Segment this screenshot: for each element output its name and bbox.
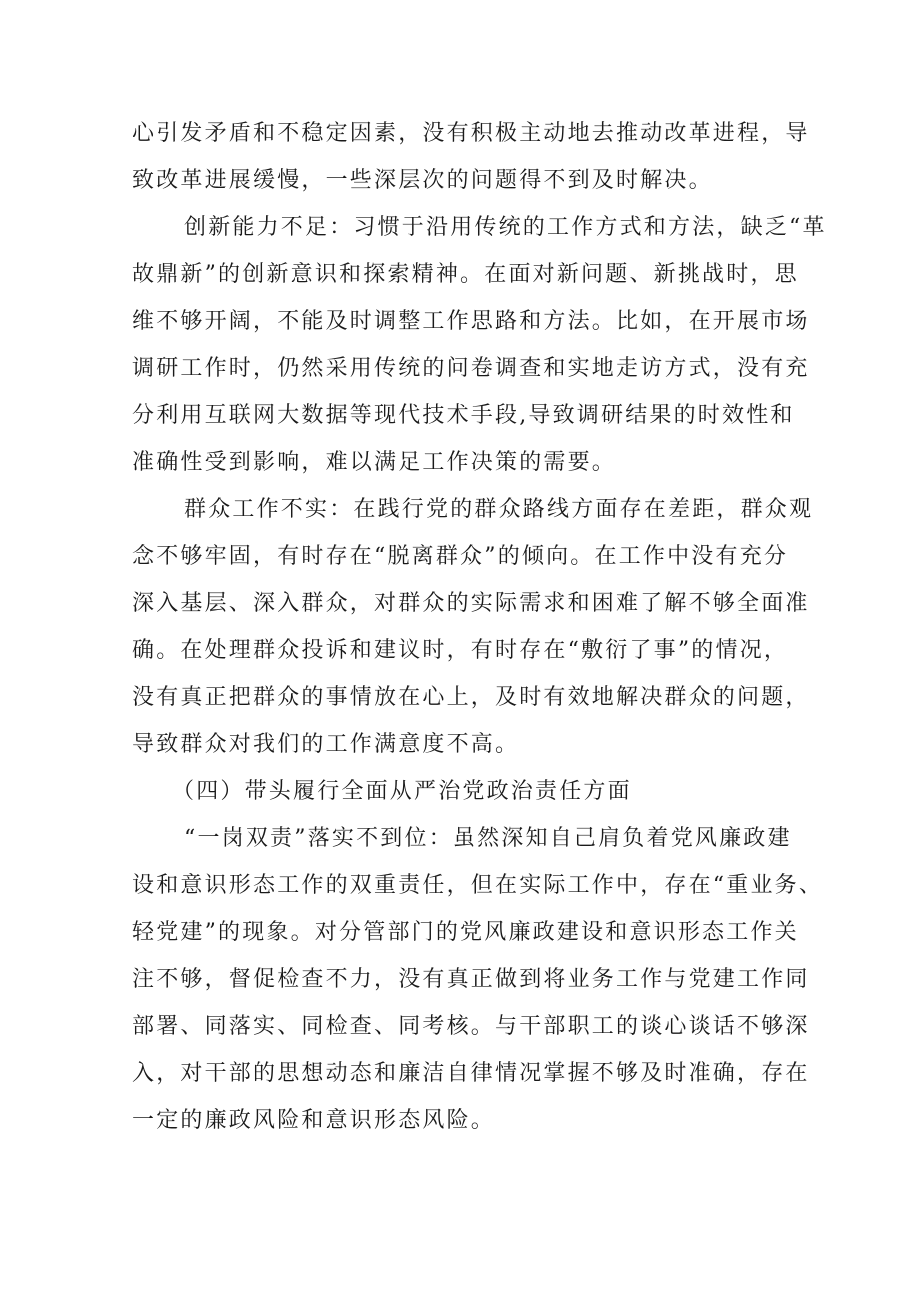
paragraph-innovation-start: 创新能力不足：习惯于沿用传统的工作方式和方法，缺乏“革 [184,215,827,240]
text-line: 入，对干部的思想动态和廉洁自律情况掌握不够及时准确，存在 [132,1061,810,1086]
text-line: 导致群众对我们的工作满意度不高。 [132,732,520,757]
text-line: 确。在处理群众投诉和建议时，有时存在“敷衍了事”的情况， [132,638,789,663]
paragraph-responsibility-start: “一岗双责”落实不到位：虽然深知自己肩负着党风廉政建 [184,826,792,851]
paragraph-mass-work-start: 群众工作不实：在践行党的群众路线方面存在差距，群众观 [184,497,814,522]
text-line: 部署、同落实、同检查、同考核。与干部职工的谈心谈话不够深 [132,1014,810,1039]
document-body [132,110,827,1144]
text-line: 设和意识形态工作的双重责任，但在实际工作中，存在“重业务、 [132,873,824,898]
text-line: 分利用互联网大数据等现代技术手段,导致调研结果的时效性和 [132,403,795,428]
text-line: 深入基层、深入群众，对群众的实际需求和困难了解不够全面准 [132,591,810,616]
text-line: 没有真正把群众的事情放在心上，及时有效地解决群众的问题， [132,685,810,710]
text-line: 调研工作时，仍然采用传统的问卷调查和实地走访方式，没有充 [132,356,810,381]
text-line: 故鼎新”的创新意识和探索精神。在面对新问题、新挑战时，思 [132,262,799,287]
text-line: 致改革进展缓慢，一些深层次的问题得不到及时解决。 [132,168,713,193]
text-line: 念不够牢固，有时存在“脱离群众”的倾向。在工作中没有充分 [132,544,789,569]
text-line: 轻党建”的现象。对分管部门的党风廉政建设和意识形态工作关 [132,920,799,945]
text-line: 心引发矛盾和不稳定因素，没有积极主动地去推动改革进程，导 [132,121,810,146]
section-heading: （四）带头履行全面从严治党政治责任方面 [172,779,632,804]
text-line: 一定的廉政风险和意识形态风险。 [132,1108,496,1133]
text-line: 维不够开阔，不能及时调整工作思路和方法。比如，在开展市场 [132,309,810,334]
text-line: 注不够，督促检查不力，没有真正做到将业务工作与党建工作同 [132,967,810,992]
text-line: 准确性受到影响，难以满足工作决策的需要。 [132,450,617,475]
